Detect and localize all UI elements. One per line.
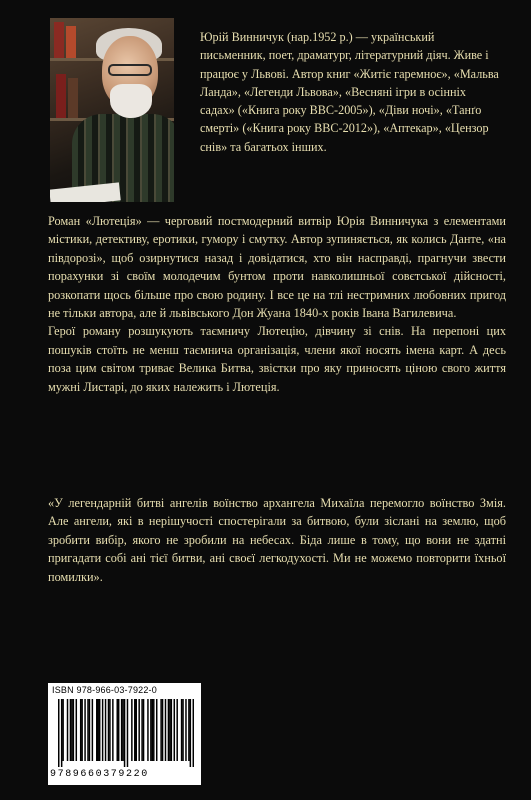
barcode-bar — [150, 699, 151, 761]
book — [56, 74, 66, 118]
paper-sheet — [50, 182, 121, 202]
barcode-bar — [67, 699, 68, 761]
author-photo — [50, 18, 174, 202]
barcode-bar — [174, 699, 175, 761]
barcode-bar — [89, 699, 90, 761]
barcode-bar — [185, 699, 186, 761]
barcode-bar — [136, 699, 137, 761]
barcode-bar — [84, 699, 85, 761]
barcode-bar — [152, 699, 153, 761]
barcode-bar — [131, 699, 132, 761]
barcode-bar — [81, 699, 82, 761]
barcode-bar — [61, 699, 62, 767]
barcode-digits: 9789660379220 — [50, 769, 149, 780]
annotation-text — [48, 212, 506, 396]
barcode-bar — [121, 699, 122, 761]
barcode-bar — [190, 699, 191, 767]
annotation-paragraph-2: Герої роману розшукують таємничу Лютецію, дівчину зі снів. На перепоні цих пошуків стоїть не менш таємнича організація, члени якої носять імена карт. А десь поза цим світом триває Велика Битва, звістки про яку приносять ціною свого життя мужні Листарі, до яких належить і Лютеція. — [48, 324, 506, 394]
quote-text: «У легендарній битві ангелів воїнство архангела Михаїла перемогло воїнство Змія. Але ангели, які в нерішучості спостерігали за битвою, були зіслані на землю, щоб зробити вибір, якого не зробили на небесах. Біда лише в тому, що вони не здатні пригадати собі ані тієї битви, ані своєї легкодухості. Ми не можемо повторити їхньої помилки». — [48, 496, 506, 584]
barcode-bar — [70, 699, 71, 761]
barcode-bar — [99, 699, 100, 761]
barcode-bar — [108, 699, 109, 761]
barcode-bar — [76, 699, 77, 761]
barcode-bar — [80, 699, 81, 761]
barcode-bar — [118, 699, 119, 761]
barcode-bar — [127, 699, 128, 767]
barcode-bar — [134, 699, 135, 761]
barcode-bar — [143, 699, 144, 761]
barcode-bar — [162, 699, 163, 761]
author-bio: Юрій Винничук (нар.1952 р.) — український письменник, поет, драматург, літературний діяч. Живе і працює у Львові. Автор книг «Житіє гаремноє», «Мальва Ланда», «Легенди Львова», «Весняні ігри в осінніх садах» («Книга року ВВС-2005»), «Діви ночі», «Танґо смерті» («Книга року ВВС-2012»), «Аптекар», «Цензор снів» та багатьох інших. — [200, 30, 499, 154]
annotation-paragraph-1: Роман «Лютеція» — черговий постмодерний витвір Юрія Винничука з елементами містики, детективу, еротики, гумору і смутку. Автор зупиняється, як колись Данте, «на півдорозі», щоб озирнутися назад і довідатися, хто він насправді, прагнучи звести порахунки зі своїм молодечим бунтом проти навколишньої совєтської дійсності, розкопати щось більше про свою родину. І все це на тлі нестримних любовних пригод не тільки автора, але й львівського Дон Жуана 1840-х років Івана Вагилевича. — [48, 214, 506, 321]
barcode-bar — [138, 699, 139, 761]
barcode-bar — [168, 699, 169, 761]
barcode-bar — [96, 699, 97, 761]
barcode-bar — [124, 699, 125, 767]
barcode-bar — [153, 699, 154, 761]
barcode-bar — [102, 699, 103, 761]
author-glasses — [108, 64, 152, 76]
book — [68, 78, 78, 118]
barcode-bar — [188, 699, 189, 761]
barcode-bar — [141, 699, 142, 761]
barcode-bar — [122, 699, 123, 761]
barcode-bar — [116, 699, 117, 761]
barcode-bar — [97, 699, 98, 761]
barcode-bar — [147, 699, 148, 761]
barcode-bar — [193, 699, 194, 767]
barcode-bar — [87, 699, 88, 761]
book — [66, 26, 76, 58]
barcode-bar — [171, 699, 172, 761]
barcode-bars — [58, 699, 194, 767]
barcode-bar — [71, 699, 72, 761]
barcode-block — [48, 683, 201, 785]
barcode-bar — [105, 699, 106, 761]
barcode-bar — [165, 699, 166, 761]
barcode-bar — [109, 699, 110, 761]
book — [54, 22, 64, 58]
barcode-bar — [169, 699, 170, 761]
barcode-bar — [62, 699, 63, 761]
barcode-bar — [112, 699, 113, 761]
barcode-bar — [176, 699, 177, 761]
barcode-bar — [92, 699, 93, 761]
barcode-bar — [181, 699, 182, 761]
author-beard — [110, 84, 152, 118]
barcode-bar — [73, 699, 74, 761]
isbn-number: ISBN 978-966-03-7922-0 — [52, 685, 157, 695]
barcode-bar — [156, 699, 157, 761]
barcode-bar — [182, 699, 183, 761]
barcode-bar — [58, 699, 59, 767]
barcode-bar — [160, 699, 161, 761]
